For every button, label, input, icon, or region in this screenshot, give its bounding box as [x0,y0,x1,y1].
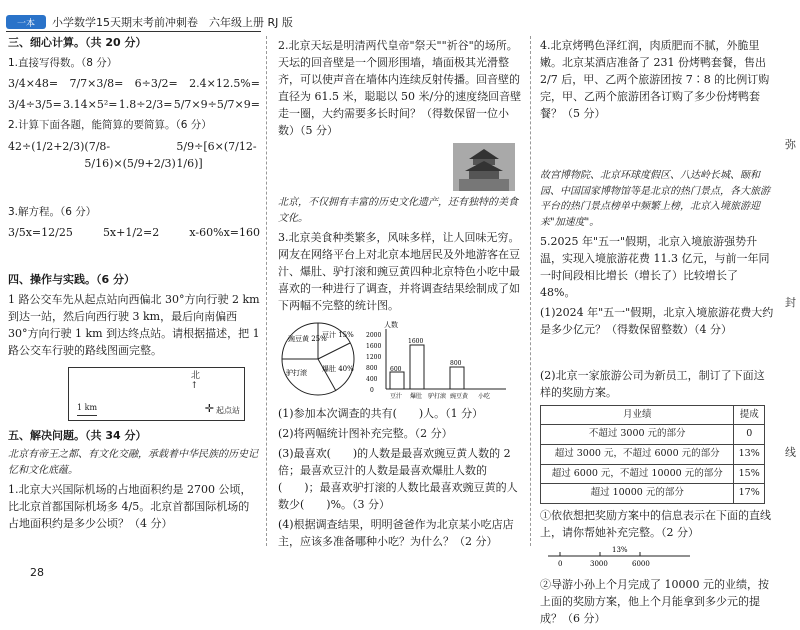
column-2 [278,34,523,553]
calc-item: (7/8-5/16)×(5/9+2/3) [84,139,176,170]
binding-mark: 弥 [785,138,796,151]
calc-item: 7/7×3/8= [69,77,124,91]
temple-icon [453,143,515,191]
binding-mark: 封 [785,296,796,309]
table-cell: 不超过 3000 元的部分 [541,425,734,445]
table-header: 月业绩 [541,405,734,425]
calc-item: 3/4÷3/5= [8,98,62,112]
calc-item: 1.8÷2/3= [118,98,173,112]
equation-row [8,224,260,241]
bar-douzhi [390,372,404,389]
calc-item: 5/7×9÷5/7×9= [173,98,260,112]
table-header: 提成 [734,405,765,425]
table-cell: 17% [734,484,765,504]
header-title: 小学数学15天期末考前冲刺卷 六年级上册 RJ 版 [52,16,293,29]
sub-question-3: (3)最喜欢( )的人数是最喜欢豌豆黄人数的 2 倍；最喜欢豆汁的人数是最喜欢爆肚人数的( )；最喜欢驴打滚的人数比最喜欢豌豆黄的人数少( )%。（3 分） [278,446,518,511]
number-line [540,544,700,568]
bar-ylabel: 人数 [384,320,398,329]
sub-question-2: (2)将两幅统计图补充完整。（2 分） [278,426,453,440]
tourism-caption: 故宫博物院、北京环球度假区、八达岭长城、颐和园、中国国家博物馆等是北京的热门景点，各大旅游平台的热门景点榜单中频繁上榜，北京入境旅游迎来"加速度"。 [540,170,770,228]
y-tick: 1200 [366,353,382,361]
line-label: 13% [612,546,628,555]
calc-row-2 [8,96,260,113]
pie-label: 豆汁 15% [322,330,354,339]
route-map-box [68,367,245,421]
equation-item: 3/5x=12/25 [8,226,73,240]
question-3-2: 2.计算下面各题，能简算的要简算。（6 分） [8,119,212,132]
temple-of-heaven-photo [453,143,515,191]
food-caption: 北京，不仅拥有丰富的历史文化遗产，还有独特的美食文化。 [278,197,518,224]
table-row [541,445,765,465]
x-label: 豌豆黄 [450,392,469,400]
x-label: 驴打滚 [428,392,447,400]
table-cell: 13% [734,445,765,465]
column-3 [540,34,775,630]
bar-wandouhuang [450,367,464,389]
north-label: 北 [190,371,200,382]
table-row [541,425,765,445]
section-3-title: 三、细心计算。（共 20 分） [8,36,147,49]
x-label: 小吃 [478,392,491,400]
bar-value: 1600 [408,337,424,345]
y-tick: 1600 [366,342,382,350]
equation-item: x-60%x=160 [189,226,260,240]
section-5-title: 五、解决问题。（共 34 分） [8,429,147,443]
sub-question-5-2: (2)北京一家旅游公司为新员工，制订了下面这样的奖励方案。 [540,368,765,399]
question-5-5: 5.2025 年"五一"假期，北京入境旅游强势升温，实现入境旅游花费 11.3 亿元，与前一年同一时间段相比增长（增长了）比较增长了 48%。 [540,235,770,300]
scale-bar: 1 km [77,402,97,415]
sub-question-5-4: ②导游小孙上个月完成了 10000 元的业绩，按上面的奖励方案，他上个月能拿到多少元的提成？（6 分） [540,578,769,626]
question-5-2: 2.北京天坛是明清两代皇帝"祭天""祈谷"的场所。天坛的回音壁是一个圆形围墙，墙面极其光滑整齐，可以使声音在墙体内连续反射传播。回音壁的直径为 61.5 米，聪聪以 50 米/分的速度绕回音壁走一圈，大约需要多长时间？（得数保留一位小数）（5 分） [278,39,522,138]
start-label: 起点站 [216,406,240,416]
question-3-3: 3.解方程。（6 分） [8,205,97,218]
question-5-1: 1.北京大兴国际机场的占地面积约是 2700 公顷，比北京首都国际机场多 4/5。北京首都国际机场的占地面积约是多少公顷？（4 分） [8,483,252,531]
reward-table [540,405,765,505]
x-label: 爆肚 [410,392,423,400]
header-rule [6,31,261,32]
column-1 [8,34,260,536]
column-divider-1 [266,36,267,546]
table-cell: 15% [734,464,765,484]
y-tick: 0 [370,386,374,394]
calc-item: 2.4×12.5%= [189,77,260,91]
y-tick: 2000 [366,331,382,339]
sub-question-5-3: ①依依想把奖励方案中的信息表示在下面的直线上，请你帮她补充完整。（2 分） [540,509,771,540]
page-number: 28 [30,566,44,579]
section-4-title: 四、操作与实践。（6 分） [8,273,135,287]
survey-charts [278,319,523,401]
calc-item: 6÷3/2= [134,77,178,91]
sub-question-1: (1)参加本次调查的共有( )人。（1 分） [278,406,484,420]
pie-label: 爆肚 40% [322,364,354,373]
start-point-icon: ✛ [204,402,214,416]
table-row [541,464,765,484]
bar-value: 600 [390,365,402,373]
pie-label: 豌豆黄 25% [288,334,327,343]
y-tick: 800 [366,364,378,372]
question-5-4: 4.北京烤鸭色泽红润，肉质肥而不腻，外脆里嫩。北京某酒店准备了 231 份烤鸭套餐，售出 2/7 后，甲、乙两个旅游团按 7∶8 的比例订购完，甲、乙两个旅游团各订购了多少份烤鸭套餐？（5 分） [540,39,770,121]
column-divider-2 [530,36,531,546]
calc-row-1 [8,75,260,92]
pie-chart [278,319,358,399]
bar-value: 800 [450,359,462,367]
table-cell: 超过 3000 元，不超过 6000 元的部分 [541,445,734,465]
calc-item: 5/9÷[6×(7/12-1/6)] [176,139,257,170]
table-cell: 0 [734,425,765,445]
x-label: 豆汁 [390,392,403,400]
bar-chart [366,319,516,401]
calc-item: 3/4×48= [8,77,59,91]
binding-mark: 线 [785,446,796,459]
calc-row-3 [8,138,260,172]
page-header [6,14,293,30]
section-5-intro: 北京有帝王之都、有文化交融，承载着中华民族的历史记忆和文化底蕴。 [8,449,258,476]
y-tick: 400 [366,375,378,383]
question-3-1: 1.直接写得数。（8 分） [8,57,118,70]
equation-item: 5x+1/2=2 [102,226,160,240]
line-label: 6000 [632,560,650,569]
line-label: 0 [558,560,563,569]
section-4-text: 1 路公交车先从起点站向西偏北 30°方向行驶 2 km 到达一站，然后向西行驶 3 km，最后向南偏西 30°方向行驶 1 km 到达终点站。请根据描述，把 1 路公交车行驶的路线图画完整。 [8,293,260,358]
sub-question-4: (4)根据调查结果，明明爸爸作为北京某小吃店店主，应该多准备哪种小吃？为什么？（2 分） [278,517,514,548]
table-row [541,484,765,504]
series-badge: 一本 [6,15,46,29]
calc-item: 42÷(1/2+2/3) [8,139,85,153]
pie-label: 驴打滚 [286,368,307,377]
line-label: 3000 [590,560,608,569]
calc-item: 3.14×5²= [63,98,118,112]
north-arrow-icon: ↑ [190,381,198,392]
question-5-3: 3.北京美食种类繁多，风味多样，让人回味无穷。网友在网络平台上对北京本地居民及外地游客在豆汁、爆肚、驴打滚和豌豆黄四种北京特色小吃中最喜欢的一种进行了调查，并将调查结果绘制成了如下两幅不完整的统计图。 [278,231,520,313]
sub-question-5-1: (1)2024 年"五一"假期，北京入境旅游花费大约是多少亿元？（得数保留整数）（4 分） [540,306,774,337]
table-cell: 超过 6000 元，不超过 10000 元的部分 [541,464,734,484]
table-cell: 超过 10000 元的部分 [541,484,734,504]
bar-baodu [410,345,424,389]
